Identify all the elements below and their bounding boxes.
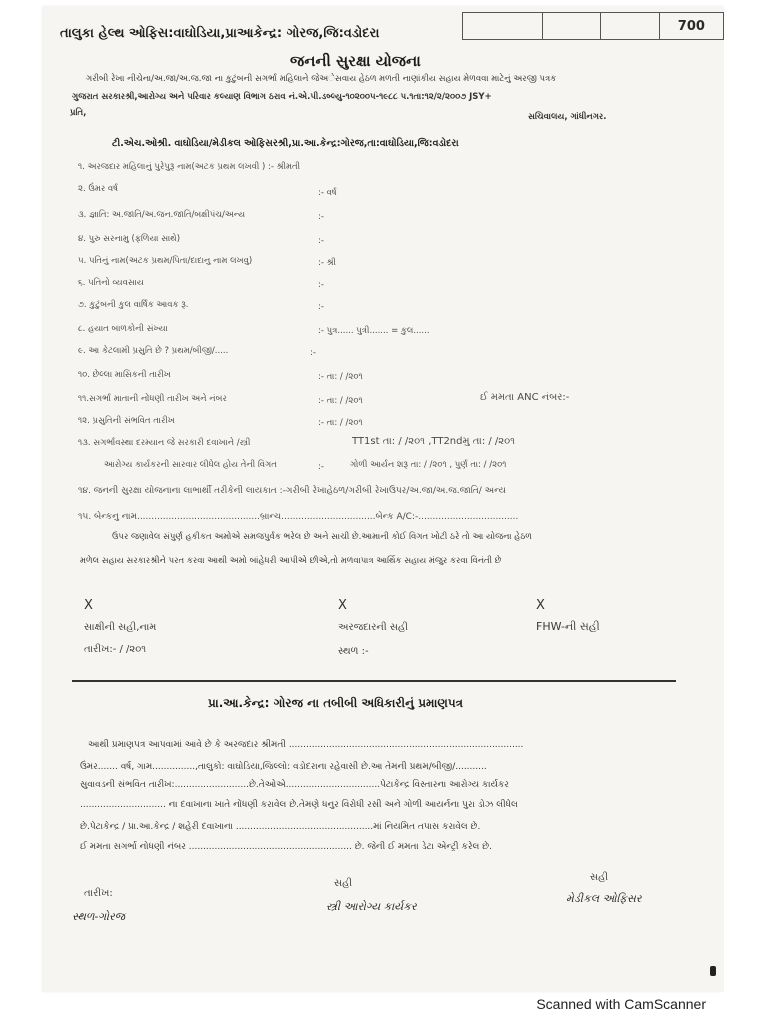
- field-6-value: :-: [318, 280, 324, 290]
- emamta-anc-label: ઈ મમતા ANC નંબર:-: [480, 392, 570, 403]
- handwritten-medical-officer: મેડીકલ ઓફિસર: [566, 892, 642, 905]
- field-10-label: ૧૦. છેલ્લા માસિકની તારીખ: [78, 370, 171, 380]
- section-divider: [72, 680, 676, 682]
- addressee-line: ટી.એચ.ઓશ્રી. વાઘોડિયા/મેડીકલ ઓફિસરશ્રી,પ્રા.આ.કેન્દ્ર:ગોરજ,તા:વાઘોડિયા,જિ:વડોદરા: [112, 138, 459, 149]
- field-2-label: ૨. ઉંમર વર્ષ: [78, 184, 118, 194]
- field-14-eligibility: ૧૪. જનની સુરક્ષા યોજનાના લાભાર્થી તરીકેની લાયકાત :-ગરીબી રેખાહેઠળ/ગરીબી રેખાઉપર/અ.જા/અ.જ.જાતિ/ અન્ય: [78, 486, 507, 496]
- fhw-mark: X: [536, 598, 545, 613]
- field-11-value: :- તા: / /૨૦૧: [318, 396, 363, 406]
- field-13-value: :-: [318, 462, 324, 472]
- field-15-bank: ૧૫. બેન્કનુ નામ...........................................બ્રાન્ચ.................................બેન્ક A/C:-...................................: [78, 512, 519, 522]
- sahi-label-1: સહી: [334, 878, 353, 889]
- applicant-mark: X: [338, 598, 347, 613]
- field-4-value: :-: [318, 236, 324, 246]
- witness-mark: X: [84, 598, 93, 613]
- signature-place: સ્થળ :-: [338, 646, 369, 657]
- signature-date: તારીખ:- / /૨૦૧: [84, 644, 147, 655]
- intro-line-1: ગરીબી રેખા નીચેના/અ.જા/અ.જ.જા ના કુટુંબની સગર્ભા મહિલાને જેઅેસવાય હેઠળ મળતી નાણાંકીય સહાય મેળવવા માટેનું અરજી પત્રક: [86, 74, 557, 84]
- certificate-line-6: ઈ મમતા સગર્ભા નોધણી નંબર ......................................................... છે. જેની ઈ મમતા ડેટા એન્ટ્રી કરેલ છે.: [80, 842, 492, 852]
- field-3-value: :-: [318, 212, 324, 222]
- office-header: તાલુકા હેલ્થ ઓફિસ:વાઘોડિયા,પ્રાઆકેન્દ્ર: ગોરજ,જિ:વડોદરા: [60, 26, 380, 41]
- field-2-value: :- વર્ષ: [318, 188, 337, 198]
- certificate-line-1: આથી પ્રમાણપત્ર આપવામાં આવે છે કે અરજદાર શ્રીમતી ..................................................................................: [88, 740, 524, 750]
- field-11-label: ૧૧.સગર્ભા માતાની નોંધણી તારીખ અને નંબર: [78, 394, 227, 404]
- field-13-label: ૧૩. સગર્ભાવસ્થા દરમ્યાન જે સરકારી દવાખાને /સ્ત્રી: [78, 438, 251, 448]
- form-title: જનની સુરક્ષા યોજના: [290, 52, 421, 70]
- field-9-value: :-: [310, 348, 316, 358]
- certificate-line-2: ઉંમર....... વર્ષ, ગામ...............,તાલુકો: વાઘોડિયા,જિલ્લો: વડોદરાના રહેવાસી છે.આ તેમની પ્રથમ/બીજી/...........: [80, 762, 487, 772]
- certificate-line-5: છે.પેટાકેન્દ્ર / પ્રા.આ.કેન્દ્ર / શહેરી દવાખાના ................................................માં નિયમિત તપાસ કરાવેલ છે.: [80, 822, 481, 832]
- certificate-title: પ્રા.આ.કેન્દ્ર: ગોરજ ના તબીબી અધિકારીનું પ્રમાણપત્ર: [208, 696, 464, 710]
- certificate-line-3: સુવાવડની સંભવિત તારીખ:..........................છે.તેઓએ.................................પેટાકેન્દ્ર વિસ્તારના આરોગ્ય કાર્યકર: [80, 780, 509, 790]
- certificate-line-4: .............................. ના દવાખાના ખાતે નોંધણી કરાવેલ છે.તેમણે ધનુર વિરોધી રસી અને ગોળી આયર્નના પુરા ડોઝ લીધેલ: [80, 800, 518, 810]
- sachivalay-label: સચિવાલય, ગાંધીનગર.: [528, 112, 607, 122]
- field-5-label: ૫. પતિનું નામ(અટક પ્રથમ/પિતા/દાદાનુ નામ લખવુ): [78, 256, 253, 266]
- iron-tablet-dates: ગોળી આર્યન શરૂ તા: / /૨૦૧ , પુર્ણ તા: / /૨૦૧: [350, 460, 507, 470]
- declaration-line-1: ઉપર જણાવેલ સંપુર્ણ હકીકત અમોએ સમજપુર્વક ભરેલ છે અને સાચી છે.આમાની કોઈ વિગત ખોટી ઠરે તો આ યોજના હેઠળ: [112, 532, 532, 542]
- sahi-label-2: સહી: [590, 872, 609, 883]
- field-7-label: ૭. કુટુંબની કુલ વાર્ષિક આવક રૂ.: [78, 300, 189, 310]
- fhw-signature-label: FHW-ની સહી: [536, 620, 600, 633]
- field-7-value: :-: [318, 302, 324, 312]
- field-8-value: :- પુત્ર...... પુત્રી....... = કુલ......: [318, 326, 430, 336]
- field-12-value: :- તા: / /૨૦૧: [318, 418, 363, 428]
- form-number: 700: [677, 18, 705, 34]
- handwritten-place: સ્થળ-ગોરજ: [72, 910, 126, 923]
- scan-mark: [710, 966, 716, 976]
- field-13-label-2: આરોગ્ય કાર્યકરની સારવાર લીધેલ હોય તેની વિગત: [104, 460, 277, 470]
- tt-dates: TT1st તા: / /૨૦૧ ,TT2ndમુ તા: / /૨૦૧: [352, 436, 516, 447]
- field-3-label: ૩. જ્ઞાતિ: અ.જાતિ/અ.જન.જાતિ/બક્ષીપંચ/અન્ય: [78, 210, 246, 220]
- field-10-value: :- તા: / /૨૦૧: [318, 372, 363, 382]
- field-9-label: ૯. આ કેટલામી પ્રસુતિ છે ? પ્રથમ/બીજી/.....: [78, 346, 229, 356]
- scanner-watermark: Scanned with CamScanner: [536, 996, 706, 1012]
- bottom-date-label: તારીખ:: [84, 888, 113, 899]
- form-number-box: [462, 12, 724, 40]
- declaration-line-2: મળેલ સહાય સરકારશ્રીને પરત કરવા આથી અમો બાંહેધરી આપીએ છીએ,તો મળવાપાત્ર આર્થિક સહાય મંજુર કરવા વિનંતી છે: [80, 556, 502, 566]
- field-8-label: ૮. હયાત બાળકોની સંખ્યા: [78, 324, 168, 334]
- intro-line-2: ગુજરાત સરકારશ્રી,આરોગ્ય અને પરિવાર કલ્યાણ વિભાગ ઠરાવ નં.એ.પી.ડબ્લ્યુ-૧૦૨૦૦૫-૧૯૮૮ પ.૧તા:૧૨/૨/૨૦૦૭ JSY+: [72, 92, 492, 102]
- handwritten-health-worker: સ્ત્રી આરોગ્ય કાર્યકર: [326, 900, 417, 913]
- field-4-label: ૪. પુરુ સરનામુ (ફળિયા સાથે): [78, 234, 181, 244]
- field-5-value: :- શ્રી: [318, 258, 336, 268]
- field-12-label: ૧૨. પ્રસુતિની સંભવિત તારીખ: [78, 416, 175, 426]
- field-1-label: ૧. અરજદાર મહિલાનું પુરેપુરૂ નામ(અટક પ્રથમ લખવી ) :- શ્રીમતી: [78, 162, 301, 172]
- applicant-signature-label: અરજદારની સહી: [338, 622, 408, 633]
- field-6-label: ૬. પતિનો વ્યવસાય: [78, 278, 144, 288]
- prati-label: પ્રતિ,: [70, 108, 87, 118]
- witness-signature-label: સાક્ષીની સહી,નામ: [84, 622, 157, 633]
